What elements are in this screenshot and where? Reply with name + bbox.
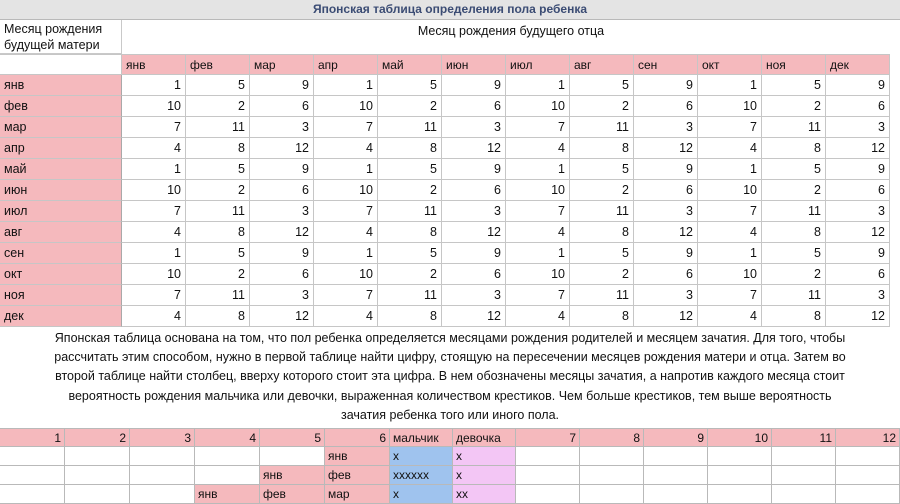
- grid-value: 7: [506, 285, 570, 306]
- father-month-ноя: ноя: [762, 54, 826, 75]
- grid-value: 9: [634, 75, 698, 96]
- grid-value: 4: [698, 222, 762, 243]
- col-number: 5: [260, 428, 325, 447]
- grid-value: 11: [762, 117, 826, 138]
- father-month-июн: июн: [442, 54, 506, 75]
- grid-value: 9: [634, 243, 698, 264]
- grid-value: 7: [314, 201, 378, 222]
- empty-cell: [516, 447, 580, 466]
- mother-month-авг: авг: [0, 222, 122, 243]
- grid-value: 6: [634, 96, 698, 117]
- mother-month-row: [0, 96, 890, 117]
- grid-value: 7: [698, 285, 762, 306]
- grid-value: 12: [634, 222, 698, 243]
- grid-value: 2: [570, 264, 634, 285]
- grid-value: 3: [634, 117, 698, 138]
- empty-cell: [644, 447, 708, 466]
- col-number: 3: [130, 428, 195, 447]
- grid-value: 5: [762, 243, 826, 264]
- grid-value: 4: [698, 306, 762, 327]
- month-cell: янв: [195, 485, 260, 504]
- empty-cell: [708, 485, 772, 504]
- grid-value: 10: [506, 264, 570, 285]
- empty-cell: [580, 485, 644, 504]
- grid-value: 4: [122, 306, 186, 327]
- explanation-line-3: второй таблице найти столбец, вверху которого стоит эта цифра. В нем обозначены месяцы зачатия, а напротив каждого месяца стоит: [55, 369, 845, 384]
- grid-value: 2: [762, 264, 826, 285]
- mother-month-июн: июн: [0, 180, 122, 201]
- grid-value: 10: [698, 96, 762, 117]
- grid-value: 12: [826, 138, 890, 159]
- grid-value: 3: [826, 117, 890, 138]
- conception-table: [0, 428, 900, 504]
- col-number: 9: [644, 428, 708, 447]
- grid-value: 11: [762, 201, 826, 222]
- empty-cell: [836, 447, 900, 466]
- month-cell: мар: [325, 485, 390, 504]
- empty-cell: [65, 447, 130, 466]
- grid-value: 12: [442, 138, 506, 159]
- grid-value: 11: [186, 117, 250, 138]
- grid-value: 11: [570, 285, 634, 306]
- grid-value: 6: [250, 180, 314, 201]
- grid-value: 2: [186, 264, 250, 285]
- grid-value: 6: [442, 96, 506, 117]
- grid-value: 11: [570, 117, 634, 138]
- empty-cell: [0, 447, 65, 466]
- conception-row: [0, 466, 900, 485]
- mother-header-line-1: Месяц рождения: [4, 22, 103, 36]
- grid-value: 8: [186, 138, 250, 159]
- grid-value: 10: [122, 180, 186, 201]
- grid-value: 5: [186, 159, 250, 180]
- grid-value: 11: [378, 285, 442, 306]
- grid-value: 6: [826, 96, 890, 117]
- father-month-апр: апр: [314, 54, 378, 75]
- grid-value: 1: [314, 75, 378, 96]
- grid-value: 1: [698, 243, 762, 264]
- grid-value: 2: [378, 96, 442, 117]
- grid-value: 4: [122, 222, 186, 243]
- grid-value: 4: [506, 306, 570, 327]
- grid-value: 6: [826, 180, 890, 201]
- mother-month-янв: янв: [0, 75, 122, 96]
- grid-value: 10: [698, 264, 762, 285]
- mother-month-дек: дек: [0, 306, 122, 327]
- empty-cell: [130, 466, 195, 485]
- month-cell: фев: [260, 485, 325, 504]
- grid-value: 2: [762, 180, 826, 201]
- grid-value: 8: [762, 306, 826, 327]
- father-month-row: [0, 54, 890, 75]
- grid-value: 5: [378, 243, 442, 264]
- grid-value: 2: [378, 180, 442, 201]
- grid-value: 7: [506, 117, 570, 138]
- empty-cell: [516, 466, 580, 485]
- explanation-line-2: рассчитать этим способом, нужно в первой таблице найти цифру, стоящую на пересечении месяцев рождения матери и отца. Затем во: [54, 350, 846, 365]
- mother-month-row: [0, 180, 890, 201]
- month-cell: янв: [325, 447, 390, 466]
- grid-value: 12: [826, 222, 890, 243]
- empty-cell: [644, 466, 708, 485]
- father-month-дек: дек: [826, 54, 890, 75]
- father-month-май: май: [378, 54, 442, 75]
- grid-value: 9: [826, 159, 890, 180]
- father-month-янв: янв: [122, 54, 186, 75]
- grid-value: 6: [442, 264, 506, 285]
- mother-month-row: [0, 75, 890, 96]
- col-number: 11: [772, 428, 836, 447]
- grid-value: 4: [506, 138, 570, 159]
- grid-value: 12: [250, 306, 314, 327]
- grid-value: 3: [826, 285, 890, 306]
- grid-value: 5: [570, 75, 634, 96]
- grid-value: 3: [250, 201, 314, 222]
- boy-probability: x: [390, 485, 453, 504]
- mother-month-row: [0, 222, 890, 243]
- mother-month-row: [0, 138, 890, 159]
- father-month-сен: сен: [634, 54, 698, 75]
- mother-month-июл: июл: [0, 201, 122, 222]
- grid-value: 11: [186, 201, 250, 222]
- father-month-авг: авг: [570, 54, 634, 75]
- empty-cell: [772, 485, 836, 504]
- grid-value: 4: [698, 138, 762, 159]
- mother-month-row: [0, 285, 890, 306]
- grid-value: 11: [186, 285, 250, 306]
- grid-value: 8: [186, 306, 250, 327]
- grid-value: 5: [570, 159, 634, 180]
- grid-value: 3: [442, 201, 506, 222]
- grid-value: 7: [314, 285, 378, 306]
- empty-cell: [836, 485, 900, 504]
- empty-cell: [644, 485, 708, 504]
- father-month-июл: июл: [506, 54, 570, 75]
- col-number: 8: [580, 428, 644, 447]
- grid-value: 5: [186, 243, 250, 264]
- grid-value: 4: [314, 222, 378, 243]
- grid-value: 9: [826, 243, 890, 264]
- mother-month-мар: мар: [0, 117, 122, 138]
- col-number: 10: [708, 428, 772, 447]
- boy-probability: x: [390, 447, 453, 466]
- grid-value: 12: [826, 306, 890, 327]
- grid-value: 10: [506, 96, 570, 117]
- mother-month-ноя: ноя: [0, 285, 122, 306]
- grid-value: 12: [250, 222, 314, 243]
- empty-cell: [772, 466, 836, 485]
- boy-probability: xxxxxx: [390, 466, 453, 485]
- col-number: 4: [195, 428, 260, 447]
- grid-value: 6: [634, 180, 698, 201]
- col-number: 6: [325, 428, 390, 447]
- father-month-header: Месяц рождения будущего отца: [417, 24, 605, 38]
- grid-value: 8: [570, 138, 634, 159]
- mother-month-сен: сен: [0, 243, 122, 264]
- grid-value: 10: [314, 264, 378, 285]
- grid-value: 3: [442, 285, 506, 306]
- grid-value: 7: [698, 201, 762, 222]
- grid-value: 4: [122, 138, 186, 159]
- grid-value: 1: [122, 159, 186, 180]
- grid-value: 5: [378, 75, 442, 96]
- grid-value: 12: [634, 306, 698, 327]
- grid-value: 11: [378, 117, 442, 138]
- grid-value: 1: [506, 159, 570, 180]
- grid-value: 11: [378, 201, 442, 222]
- grid-value: 9: [442, 159, 506, 180]
- grid-value: 6: [442, 180, 506, 201]
- grid-value: 3: [250, 117, 314, 138]
- mother-month-row: [0, 264, 890, 285]
- grid-value: 6: [634, 264, 698, 285]
- mother-month-row: [0, 201, 890, 222]
- grid-value: 2: [186, 180, 250, 201]
- grid-value: 1: [122, 243, 186, 264]
- corner-cell: [0, 54, 122, 75]
- grid-value: 11: [762, 285, 826, 306]
- grid-value: 9: [250, 243, 314, 264]
- grid-value: 9: [442, 243, 506, 264]
- grid-value: 10: [122, 264, 186, 285]
- explanation-line-1: Японская таблица основана на том, что пол ребенка определяется месяцами рождения родителей и месяцем зачатия. Для того, чтобы: [54, 331, 846, 345]
- empty-cell: [65, 466, 130, 485]
- explanation-text: [0, 318, 900, 426]
- grid-value: 9: [250, 159, 314, 180]
- conception-header-row: [0, 428, 900, 447]
- empty-cell: [0, 466, 65, 485]
- grid-value: 12: [442, 222, 506, 243]
- girl-probability: x: [453, 466, 516, 485]
- mother-month-апр: апр: [0, 138, 122, 159]
- grid-value: 12: [634, 138, 698, 159]
- grid-value: 5: [378, 159, 442, 180]
- empty-cell: [195, 466, 260, 485]
- girl-probability: xx: [453, 485, 516, 504]
- grid-value: 10: [506, 180, 570, 201]
- grid-value: 1: [122, 75, 186, 96]
- father-month-мар: мар: [250, 54, 314, 75]
- grid-value: 7: [122, 285, 186, 306]
- grid-value: 3: [634, 285, 698, 306]
- mother-month-row: [0, 117, 890, 138]
- col-number: 2: [65, 428, 130, 447]
- grid-value: 8: [762, 138, 826, 159]
- col-number: 12: [836, 428, 900, 447]
- mother-month-окт: окт: [0, 264, 122, 285]
- empty-cell: [260, 447, 325, 466]
- grid-value: 2: [570, 96, 634, 117]
- empty-cell: [708, 466, 772, 485]
- empty-cell: [130, 447, 195, 466]
- empty-cell: [708, 447, 772, 466]
- explanation-line-5: зачатия ребенка того или иного пола.: [340, 407, 560, 422]
- grid-value: 8: [378, 222, 442, 243]
- empty-cell: [195, 447, 260, 466]
- grid-value: 1: [506, 243, 570, 264]
- grid-value: 7: [698, 117, 762, 138]
- mother-header-line-2: будущей матери: [4, 38, 100, 52]
- father-month-фев: фев: [186, 54, 250, 75]
- conception-row: [0, 485, 900, 504]
- grid-value: 8: [570, 222, 634, 243]
- grid-value: 7: [506, 201, 570, 222]
- empty-cell: [130, 485, 195, 504]
- father-month-окт: окт: [698, 54, 762, 75]
- grid-value: 2: [186, 96, 250, 117]
- grid-value: 5: [186, 75, 250, 96]
- mother-month-май: май: [0, 159, 122, 180]
- grid-value: 7: [122, 117, 186, 138]
- grid-value: 1: [314, 159, 378, 180]
- col-number: 1: [0, 428, 65, 447]
- explanation-line-4: вероятность рождения мальчика или девочки, выраженная количеством крестиков. Чем больше крестиков, тем выше вероятность: [68, 388, 832, 403]
- empty-cell: [836, 466, 900, 485]
- empty-cell: [65, 485, 130, 504]
- grid-value: 5: [762, 75, 826, 96]
- grid-value: 2: [570, 180, 634, 201]
- empty-cell: [516, 485, 580, 504]
- grid-value: 6: [250, 96, 314, 117]
- grid-value: 8: [762, 222, 826, 243]
- empty-cell: [580, 466, 644, 485]
- grid-value: 6: [250, 264, 314, 285]
- empty-cell: [0, 485, 65, 504]
- grid-value: 4: [506, 222, 570, 243]
- month-cell: фев: [325, 466, 390, 485]
- grid-value: 1: [698, 159, 762, 180]
- grid-value: 10: [314, 96, 378, 117]
- grid-value: 12: [250, 138, 314, 159]
- mother-month-фев: фев: [0, 96, 122, 117]
- grid-value: 11: [570, 201, 634, 222]
- grid-value: 1: [698, 75, 762, 96]
- grid-value: 9: [250, 75, 314, 96]
- grid-value: 10: [122, 96, 186, 117]
- grid-value: 3: [250, 285, 314, 306]
- grid-value: 2: [378, 264, 442, 285]
- grid-value: 4: [314, 138, 378, 159]
- mother-month-row: [0, 243, 890, 264]
- girl-probability: x: [453, 447, 516, 466]
- grid-value: 8: [378, 138, 442, 159]
- grid-value: 9: [634, 159, 698, 180]
- conception-row: [0, 447, 900, 466]
- empty-cell: [580, 447, 644, 466]
- grid-value: 10: [698, 180, 762, 201]
- grid-value: 8: [186, 222, 250, 243]
- mother-month-row: [0, 159, 890, 180]
- month-cell: янв: [260, 466, 325, 485]
- empty-cell: [772, 447, 836, 466]
- grid-value: 1: [506, 75, 570, 96]
- boy-column-header: мальчик: [390, 428, 453, 447]
- grid-value: 8: [570, 306, 634, 327]
- col-number: 7: [516, 428, 580, 447]
- grid-value: 6: [826, 264, 890, 285]
- grid-value: 12: [442, 306, 506, 327]
- girl-column-header: девочка: [453, 428, 516, 447]
- grid-value: 7: [122, 201, 186, 222]
- grid-value: 3: [826, 201, 890, 222]
- grid-value: 5: [762, 159, 826, 180]
- table-title: Японская таблица определения пола ребенка: [0, 0, 900, 20]
- grid-value: 2: [762, 96, 826, 117]
- grid-value: 5: [570, 243, 634, 264]
- month-grid: [0, 54, 890, 327]
- grid-value: 4: [314, 306, 378, 327]
- grid-value: 8: [378, 306, 442, 327]
- mother-month-header: [0, 20, 122, 54]
- grid-value: 7: [314, 117, 378, 138]
- grid-value: 3: [634, 201, 698, 222]
- grid-value: 10: [314, 180, 378, 201]
- grid-value: 9: [826, 75, 890, 96]
- grid-value: 1: [314, 243, 378, 264]
- grid-value: 9: [442, 75, 506, 96]
- grid-value: 3: [442, 117, 506, 138]
